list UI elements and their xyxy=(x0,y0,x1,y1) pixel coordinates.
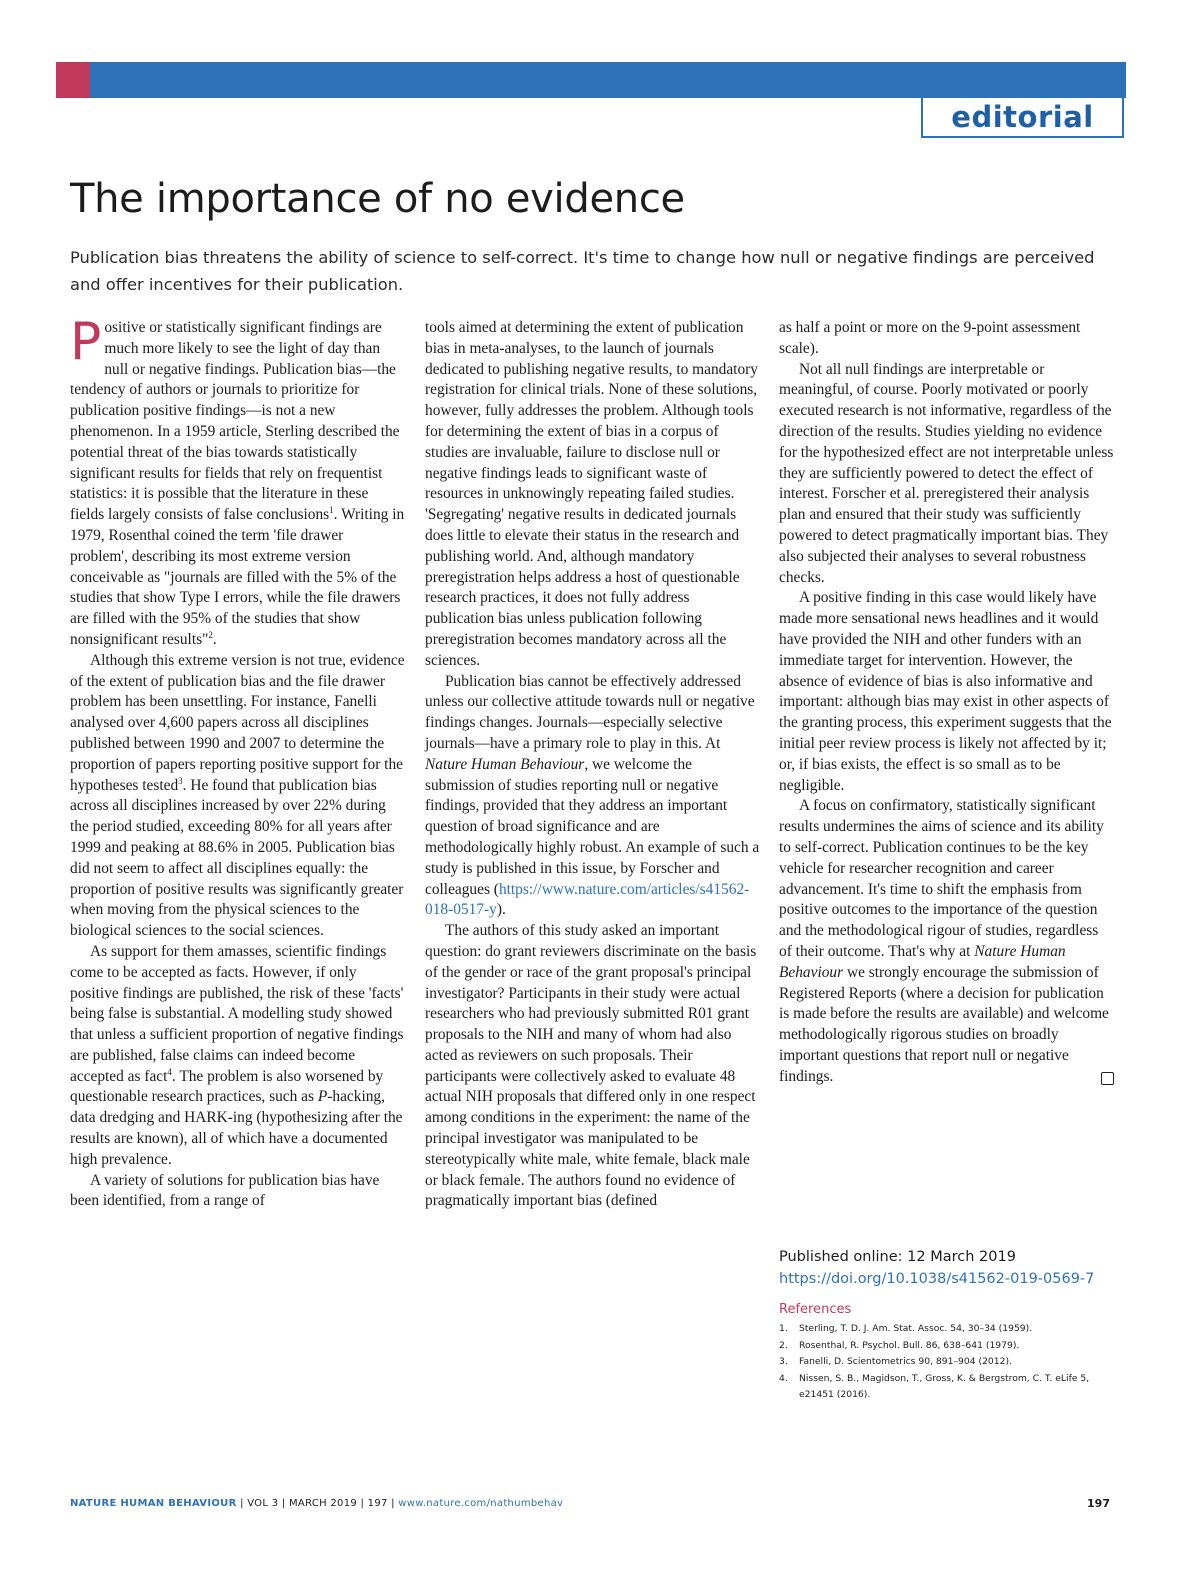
article-title: The importance of no evidence xyxy=(70,176,685,222)
paragraph: As support for them amasses, scientific findings come to be accepted as facts. However, if only positive findings are published, the risk of these 'facts' being false is substantial. A modelling study showed that unless a sufficient proportion of negative findings are published, false claims can indeed become accepted as fact$^4$. The problem is also worsened by questionable research practices, such as P-hacking, data dredging and HARK-ing (hypothesizing after the results are known), all of which have a documented high prevalence. xyxy=(70,942,404,1168)
citation-ref[interactable]: 4 xyxy=(167,1066,172,1077)
paragraph: A positive finding in this case would likely have made more sensational news headlines and it would have provided the NIH and other funders with an immediate target for intervention. However, the absence of evidence of bias is also informative and important: although bias may exist in other aspects of the granting process, this experiment suggests that the initial peer review process is likely not affected by it; or, if bias exists, the effect is so small as to be negligible. xyxy=(779,589,1112,794)
reference-item: 3. Fanelli, D. Scientometrics 90, 891–904 (2012). xyxy=(779,1356,1012,1367)
footer-journal-name: NATURE HUMAN BEHAVIOUR xyxy=(70,1498,237,1509)
paragraph: tools aimed at determining the extent of publication bias in meta-analyses, to the launch of journals dedicated to publishing negative results, to mandatory registration for clinical trials. None of these solutions, however, fully addresses the problem. Although tools for determining the extent of bias in a corpus of studies are invaluable, failure to disclose null or negative findings leads to significant waste of resources in unknowingly repeating failed studies. 'Segregating' negative results in dedicated journals does little to elevate their status in the research and publishing world. And, although mandatory preregistration helps address a host of questionable research practices, it does not fully address publication bias unless publication following preregistration becomes mandatory across all the sciences. xyxy=(425,319,758,669)
body-column-1 xyxy=(70,312,405,1212)
paragraph: Publication bias cannot be effectively addressed unless our collective attitude towards null or negative findings changes. Journals—especially selective journals—have a primary role to play in this. At Nature Human Behaviour, we welcome the submission of studies reporting null or negative findings, provided that they address an important question of broad significance and are methodologically highly robust. An example of such a study is published in this issue, by Forscher and colleagues (https://www.nature.com/articles/s41562-018-0517-y). xyxy=(425,672,760,919)
page-footer xyxy=(70,1498,563,1509)
end-of-article-icon xyxy=(1101,1072,1114,1085)
header-accent-block xyxy=(56,62,90,98)
drop-cap: P xyxy=(70,312,102,372)
paragraph: The authors of this study asked an important question: do grant reviewers discriminate on the basis of the gender or race of the grant proposal's principal investigator? Participants in their study were actual researchers who had previously submitted R01 grant proposals to the NIH and many of whom had also acted as reviewers on such proposals. Their participants were collectively asked to evaluate 48 actual NIH proposals that differed only in one respect among conditions in the experiment: the name of the principal investigator was manipulated to be stereotypically white male, white female, black male or black female. The authors found no evidence of pragmatically important bias (defined xyxy=(425,922,757,1210)
reference-item: 1. Sterling, T. D. J. Am. Stat. Assoc. 54, 30–34 (1959). xyxy=(779,1323,1033,1334)
references xyxy=(779,1302,1124,1404)
reference-item: 2. Rosenthal, R. Psychol. Bull. 86, 638–641 (1979). xyxy=(779,1339,1020,1351)
section-label: editorial xyxy=(951,100,1094,134)
paragraph: Not all null findings are interpretable or meaningful, of course. Poorly motivated or poorly executed research is not informative, regardless of the direction of the results. Studies yielding no evidence for the hypothesized effect are not interpretable unless they are sufficiently powered to detect the effect of interest. Forscher et al. preregistered their analysis plan and ensured that their study was sufficiently powered to detect pragmatically important bias. They also subjected their analyses to several robustness checks. xyxy=(779,360,1114,586)
citation-ref[interactable]: 1 xyxy=(329,505,334,516)
published-online-date: Published online: 12 March 2019 xyxy=(779,1249,1016,1265)
footer-issue-info: | VOL 3 | MARCH 2019 | 197 | xyxy=(236,1498,399,1509)
doi-link[interactable]: https://doi.org/10.1038/s41562-019-0569-7 xyxy=(779,1271,1095,1287)
paragraph: Although this extreme version is not true, evidence of the extent of publication bias and the file drawer problem has been unsettling. For instance, Fanelli analysed over 4,600 papers across all disciplines published between 1990 and 2007 to determine the proportion of papers reporting positive support for the hypotheses tested$^3$. He found that publication bias across all disciplines increased by over 22% during the period studied, exceeding 80% for all years after 1999 and peaking at 88.6% in 2005. Publication bias did not seem to affect all disciplines equally: the proportion of positive results was significantly greater when moving from the physical sciences to the biological sciences to the social sciences. xyxy=(70,651,405,940)
paragraph: A variety of solutions for publication bias have been identified, from a range of xyxy=(70,1171,380,1210)
article-link[interactable]: https://www.nature.com/articles/s41562-018-0517-y xyxy=(425,880,750,919)
paragraph: A focus on confirmatory, statistically significant results undermines the aims of science and its ability to self-correct. Publication continues to be the key vehicle for researcher recognition and career advancement. It's time to shift the emphasis from positive outcomes to the importance of the question and the methodological rigour of studies, regardless of their outcome. That's why at Nature Human Behaviour we strongly encourage the submission of Registered Reports (where a decision for publication is made before the results are available) and welcome methodologically rigorous studies on broadly important questions that report null or negative findings. xyxy=(779,796,1114,1087)
citation-ref[interactable]: 2 xyxy=(208,629,213,640)
publication-info xyxy=(779,1246,1119,1290)
footer-journal-url[interactable]: www.nature.com/nathumbehav xyxy=(398,1498,564,1509)
section-label-box xyxy=(921,98,1124,138)
header-bar xyxy=(90,62,1126,98)
body-column-3 xyxy=(779,318,1114,1087)
page-number: 197 xyxy=(1087,1497,1110,1510)
references-title: References xyxy=(779,1302,852,1317)
body-column-2 xyxy=(425,318,760,1212)
citation-ref[interactable]: 3 xyxy=(178,775,183,786)
reference-item: 4. Nissen, S. B., Magidson, T., Gross, K. & Bergstrom, C. T. eLife 5, e21451 (2016). xyxy=(779,1372,1090,1400)
paragraph: as half a point or more on the 9-point assessment scale). xyxy=(779,319,1081,357)
paragraph: Positive or statistically significant findings are much more likely to see the light of day than null or negative findings. Publication bias—the tendency of authors or journals to prioritize for publication positive findings—is not a new phenomenon. In a 1959 article, Sterling described the potential threat of the bias towards statistically significant results for fields that rely on frequentist statistics: it is possible that the literature in these fields largely consists of false conclusions$^1$. Writing in 1979, Rosenthal coined the term 'file drawer problem', describing its most extreme version conceivable as "journals are filled with the 5% of the studies that show Type I errors, while the file drawers are filled with the 95% of the studies that show nonsignificant results"$^2$. xyxy=(70,312,405,648)
article-standfirst: Publication bias threatens the ability of science to self-correct. It's time to change how null or negative findings are perceived and offer incentives for their publication. xyxy=(70,248,1095,294)
